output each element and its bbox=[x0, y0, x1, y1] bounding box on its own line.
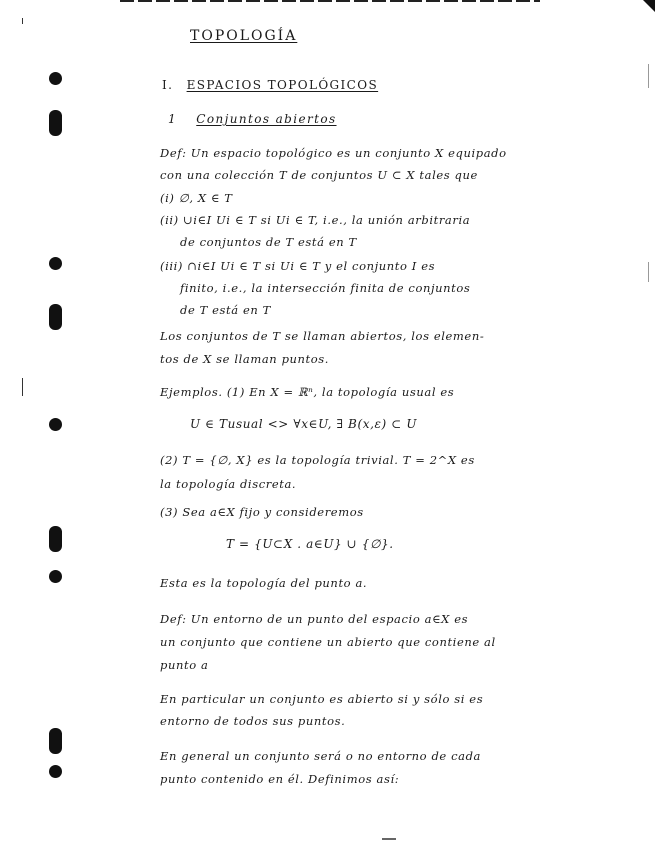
body-line: (i) ∅, X ∈ T bbox=[160, 191, 233, 205]
binder-hole bbox=[49, 257, 62, 270]
section-title: ESPACIOS TOPOLÓGICOS bbox=[186, 78, 379, 92]
margin-tick bbox=[22, 18, 23, 24]
margin-tick bbox=[648, 64, 649, 88]
body-line: la topología discreta. bbox=[160, 477, 297, 491]
section-number: I. bbox=[162, 78, 174, 92]
body-line: (2) T = {∅, X} es la topología trivial. T = 2^X es bbox=[160, 453, 475, 467]
body-line: finito, i.e., la intersección finita de conjuntos bbox=[180, 281, 471, 295]
binder-hole bbox=[49, 765, 62, 778]
body-line: Ejemplos. (1) En X = ℝⁿ, la topología usual es bbox=[160, 385, 455, 399]
body-line: Los conjuntos de T se llaman abiertos, los elemen- bbox=[160, 329, 485, 343]
body-line: Esta es la topología del punto a. bbox=[160, 576, 368, 590]
body-line: punto a bbox=[160, 658, 209, 672]
body-line: de conjuntos de T está en T bbox=[180, 235, 357, 249]
body-line: un conjunto que contiene un abierto que contiene al bbox=[160, 635, 496, 649]
binder-hole bbox=[49, 728, 62, 754]
body-line: Def: Un espacio topológico es un conjunto X equipado bbox=[160, 146, 507, 160]
body-line: U ∈ Tusual <> ∀x∈U, ∃ B(x,ε) ⊂ U bbox=[190, 417, 418, 431]
binder-hole bbox=[49, 526, 62, 552]
page-footer-mark bbox=[382, 838, 396, 840]
binder-hole bbox=[49, 110, 62, 136]
body-line: En general un conjunto será o no entorno de cada bbox=[160, 749, 481, 763]
subsection-title: Conjuntos abiertos bbox=[196, 112, 337, 126]
body-line: (iii) ∩i∈I Ui ∈ T si Ui ∈ T y el conjunto I es bbox=[160, 259, 436, 273]
scan-top-edge bbox=[120, 0, 540, 2]
binder-hole bbox=[49, 304, 62, 330]
scan-corner-mark bbox=[643, 0, 655, 12]
body-line: punto contenido en él. Definimos así: bbox=[160, 772, 400, 786]
body-line: (3) Sea a∈X fijo y consideremos bbox=[160, 505, 364, 519]
binder-hole bbox=[49, 72, 62, 85]
body-line: (ii) ∪i∈I Ui ∈ T si Ui ∈ T, i.e., la unión arbitraria bbox=[160, 213, 471, 227]
section-heading bbox=[162, 78, 378, 92]
body-line: entorno de todos sus puntos. bbox=[160, 714, 346, 728]
page-title: TOPOLOGÍA bbox=[190, 28, 298, 44]
body-line: T = {U⊂X . a∈U} ∪ {∅}. bbox=[226, 537, 394, 551]
body-line: tos de X se llaman puntos. bbox=[160, 352, 330, 366]
margin-tick bbox=[22, 378, 23, 396]
margin-tick bbox=[648, 262, 649, 282]
body-line: con una colección T de conjuntos U ⊂ X tales que bbox=[160, 168, 478, 182]
body-line: Def: Un entorno de un punto del espacio a∈X es bbox=[160, 612, 469, 626]
binder-hole bbox=[49, 570, 62, 583]
subsection-heading bbox=[168, 112, 337, 126]
subsection-number: 1 bbox=[168, 112, 178, 126]
body-line: de T está en T bbox=[180, 303, 271, 317]
binder-hole bbox=[49, 418, 62, 431]
body-line: En particular un conjunto es abierto si y sólo si es bbox=[160, 692, 484, 706]
